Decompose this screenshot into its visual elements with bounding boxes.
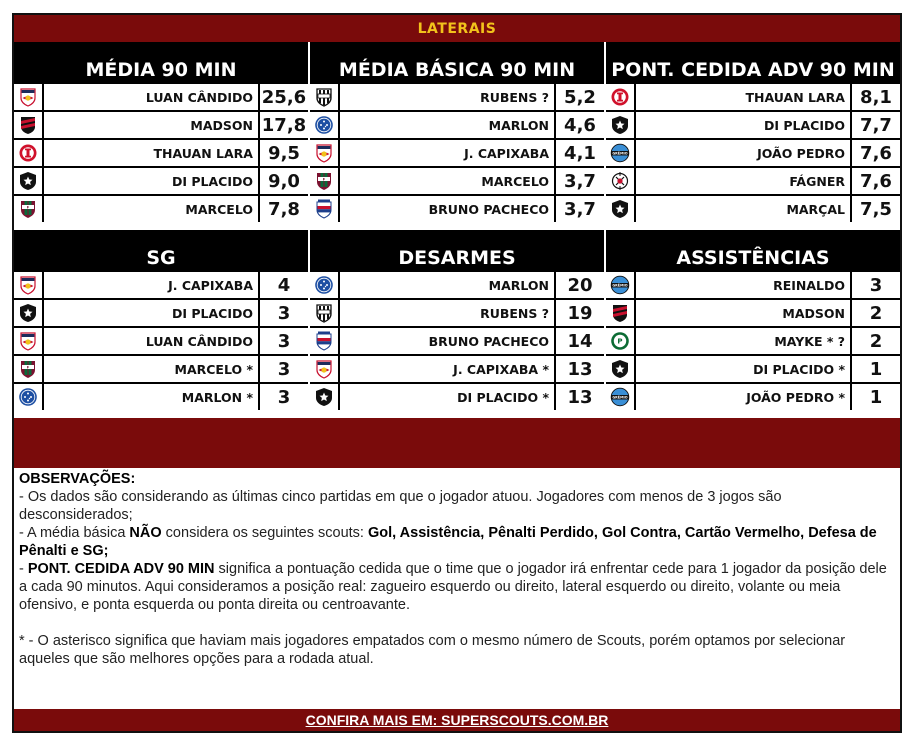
ranking-list (310, 84, 604, 222)
list-item (14, 356, 308, 382)
club-crest-icon (14, 300, 42, 326)
club-crest-icon (310, 328, 338, 354)
player-value: 7,7 (852, 112, 900, 138)
note-line (19, 560, 894, 614)
list-item (14, 112, 308, 138)
player-value: 3,7 (556, 196, 604, 222)
player-value: 19 (556, 300, 604, 326)
list-item (14, 140, 308, 166)
club-crest-icon (14, 356, 42, 382)
list-item (310, 300, 604, 326)
club-crest-icon (310, 140, 338, 166)
player-name: RUBENS ? (340, 84, 554, 110)
list-item (310, 384, 604, 410)
list-item (606, 140, 900, 166)
panel-title: SG (146, 247, 176, 269)
observations (19, 470, 894, 668)
ranking-list (606, 84, 900, 222)
player-value: 13 (556, 356, 604, 382)
list-item (310, 168, 604, 194)
note-line: - Os dados são considerando as últimas cinco partidas em que o jogador atuou. Jogadores com menos de 3 jogos são desconsiderados; (19, 489, 782, 523)
panel-title: MÉDIA 90 MIN (85, 59, 237, 81)
club-crest-icon (310, 272, 338, 298)
player-name: MARCELO (44, 196, 258, 222)
svg-text:GRÊMIO: GRÊMIO (612, 395, 628, 400)
list-item (310, 112, 604, 138)
club-crest-icon (14, 84, 42, 110)
panel-desarmes (310, 230, 604, 410)
list-item (310, 196, 604, 222)
player-name: MARLON (340, 272, 554, 298)
panel-title: ASSISTÊNCIAS (676, 247, 830, 269)
note-text: significa a pontuação cedida que o time que o jogador irá enfrentar cede para 1 jogador da posição dele a cada 90 minutos. Aqui consideramos a posição real: zagueiro esquerdo ou direito, lateral esquerdo ou direito, volante ou meia ofensivo, e ponta esquerda ou ponta direita ou centroavante. (19, 561, 887, 613)
note-text: considera os seguintes scouts: (161, 525, 368, 541)
svg-text:P: P (617, 337, 623, 346)
note-emphasis: NÃO (129, 525, 162, 541)
player-name: LUAN CÂNDIDO (44, 84, 258, 110)
player-value: 4,1 (556, 140, 604, 166)
player-value: 8,1 (852, 84, 900, 110)
player-name: BRUNO PACHECO (340, 328, 554, 354)
ranking-list (310, 272, 604, 410)
player-value: 25,6 (260, 84, 308, 110)
panel-assistencias (606, 230, 900, 410)
separator-band (14, 418, 900, 468)
player-name: BRUNO PACHECO (340, 196, 554, 222)
player-name: MARLON (340, 112, 554, 138)
player-value: 3 (260, 356, 308, 382)
player-value: 2 (852, 328, 900, 354)
section-title: LATERAIS (14, 15, 900, 42)
player-value: 9,0 (260, 168, 308, 194)
club-crest-icon (606, 328, 634, 354)
player-name: THAUAN LARA (44, 140, 258, 166)
club-crest-icon (606, 112, 634, 138)
list-item (606, 84, 900, 110)
list-item (606, 168, 900, 194)
panel-media-90-min (14, 42, 308, 222)
list-item (14, 84, 308, 110)
player-name: DI PLACIDO (636, 112, 850, 138)
svg-text:F: F (26, 205, 30, 210)
list-item (606, 196, 900, 222)
club-crest-icon (606, 384, 634, 410)
list-item (606, 300, 900, 326)
player-value: 20 (556, 272, 604, 298)
player-name: FÁGNER (636, 168, 850, 194)
club-crest-icon (310, 300, 338, 326)
club-crest-icon (606, 356, 634, 382)
list-item (14, 300, 308, 326)
club-crest-icon (14, 140, 42, 166)
laterais-card (12, 13, 902, 733)
player-name: DI PLACIDO * (636, 356, 850, 382)
svg-text:F: F (26, 365, 30, 370)
player-value: 3,7 (556, 168, 604, 194)
player-name: J. CAPIXABA * (340, 356, 554, 382)
note-emphasis: Gol, Assistência, Pênalti Perdido, Gol Contra, Cartão Vermelho, Defesa de Pênalti e SG; (19, 525, 877, 559)
player-name: MARÇAL (636, 196, 850, 222)
player-value: 2 (852, 300, 900, 326)
player-value: 4,6 (556, 112, 604, 138)
list-item (14, 168, 308, 194)
club-crest-icon (310, 384, 338, 410)
list-item (310, 328, 604, 354)
player-name: THAUAN LARA (636, 84, 850, 110)
list-item (310, 356, 604, 382)
observations-heading: OBSERVAÇÕES: (19, 471, 136, 487)
note-line: * - O asterisco significa que haviam mais jogadores empatados com o mesmo número de Scouts, porém optamos por selecionar aqueles que são melhores opções para a rodada atual. (19, 633, 846, 667)
list-item (310, 84, 604, 110)
player-name: RUBENS ? (340, 300, 554, 326)
club-crest-icon (310, 168, 338, 194)
club-crest-icon (310, 84, 338, 110)
player-name: MARCELO (340, 168, 554, 194)
list-item (606, 272, 900, 298)
svg-text:F: F (322, 177, 326, 182)
player-value: 7,8 (260, 196, 308, 222)
player-value: 13 (556, 384, 604, 410)
list-item (14, 328, 308, 354)
club-crest-icon (606, 272, 634, 298)
ranking-list (14, 272, 308, 410)
player-value: 14 (556, 328, 604, 354)
ranking-list (14, 84, 308, 222)
panel-title: MÉDIA BÁSICA 90 MIN (338, 59, 576, 81)
club-crest-icon (14, 168, 42, 194)
player-name: JOÃO PEDRO * (636, 384, 850, 410)
club-crest-icon (310, 356, 338, 382)
panel-title: DESARMES (398, 247, 516, 269)
player-value: 4 (260, 272, 308, 298)
list-item (14, 272, 308, 298)
player-value: 3 (260, 300, 308, 326)
club-crest-icon (606, 84, 634, 110)
player-name: LUAN CÂNDIDO (44, 328, 258, 354)
player-name: MAYKE * ? (636, 328, 850, 354)
player-value: 7,5 (852, 196, 900, 222)
player-name: REINALDO (636, 272, 850, 298)
list-item (14, 196, 308, 222)
player-value: 17,8 (260, 112, 308, 138)
player-name: MADSON (636, 300, 850, 326)
panel-title: PONT. CEDIDA ADV 90 MIN (611, 59, 895, 81)
club-crest-icon (606, 168, 634, 194)
player-name: MARCELO * (44, 356, 258, 382)
list-item (606, 356, 900, 382)
player-value: 1 (852, 384, 900, 410)
svg-text:GRÊMIO: GRÊMIO (612, 151, 628, 156)
list-item (310, 272, 604, 298)
panel-sg (14, 230, 308, 410)
player-value: 5,2 (556, 84, 604, 110)
ranking-list (606, 272, 900, 410)
list-item (310, 140, 604, 166)
club-crest-icon (606, 140, 634, 166)
player-value: 9,5 (260, 140, 308, 166)
player-name: MADSON (44, 112, 258, 138)
spacer (19, 614, 894, 632)
panel-pont-cedida-adv (606, 42, 900, 222)
club-crest-icon (14, 328, 42, 354)
player-value: 1 (852, 356, 900, 382)
player-name: MARLON * (44, 384, 258, 410)
player-value: 7,6 (852, 168, 900, 194)
player-name: J. CAPIXABA (44, 272, 258, 298)
player-value: 3 (852, 272, 900, 298)
club-crest-icon (14, 112, 42, 138)
player-value: 3 (260, 384, 308, 410)
list-item (606, 328, 900, 354)
footer-link[interactable]: CONFIRA MAIS EM: SUPERSCOUTS.COM.BR (14, 709, 900, 731)
club-crest-icon (14, 384, 42, 410)
note-text: - (19, 561, 28, 577)
player-name: DI PLACIDO (44, 168, 258, 194)
player-name: JOÃO PEDRO (636, 140, 850, 166)
list-item (14, 384, 308, 410)
list-item (606, 384, 900, 410)
note-text: - A média básica (19, 525, 130, 541)
club-crest-icon (310, 112, 338, 138)
note-emphasis: PONT. CEDIDA ADV 90 MIN (27, 561, 215, 577)
club-crest-icon (606, 196, 634, 222)
club-crest-icon (606, 300, 634, 326)
player-value: 3 (260, 328, 308, 354)
list-item (606, 112, 900, 138)
club-crest-icon (310, 196, 338, 222)
note-line (19, 524, 894, 560)
player-name: J. CAPIXABA (340, 140, 554, 166)
club-crest-icon (14, 272, 42, 298)
player-name: DI PLACIDO * (340, 384, 554, 410)
player-value: 7,6 (852, 140, 900, 166)
player-name: DI PLACIDO (44, 300, 258, 326)
panel-media-basica-90-min (310, 42, 604, 222)
club-crest-icon (14, 196, 42, 222)
svg-text:GRÊMIO: GRÊMIO (612, 283, 628, 288)
